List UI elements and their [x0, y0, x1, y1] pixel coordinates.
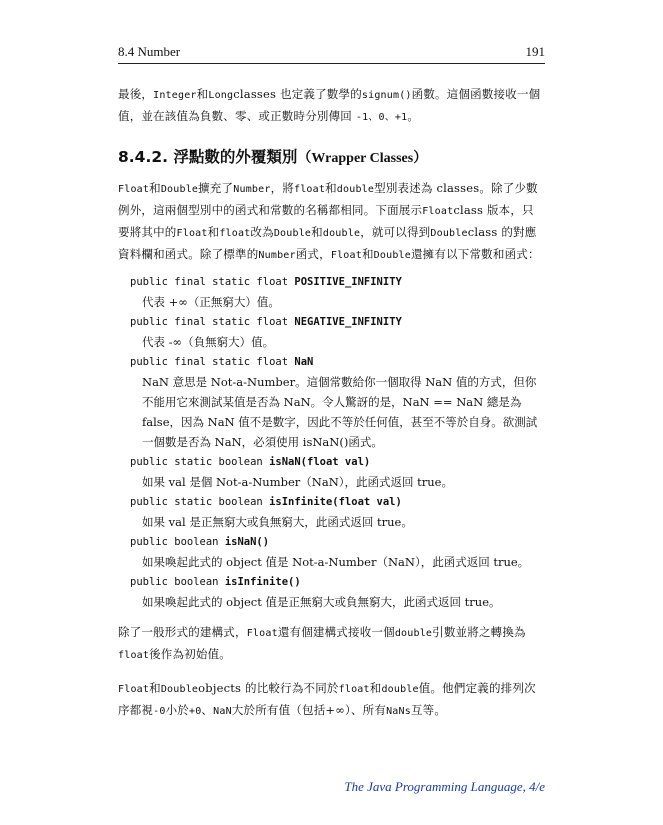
- code-term: Number: [233, 184, 271, 195]
- member-description: 如果 val 是個 Not-a-Number（NaN），此函式返回 true。: [142, 475, 453, 489]
- header-rule: [118, 63, 545, 64]
- signature-name: NaN: [294, 356, 314, 368]
- code-term: float: [219, 228, 251, 239]
- float-double-paragraph: [118, 178, 545, 266]
- code-term: Float: [118, 184, 150, 195]
- member-description: 代表 -∞（負無窮大）值。: [142, 335, 275, 349]
- code-term: double: [322, 228, 361, 239]
- code-term: Float: [330, 250, 362, 261]
- intro-paragraph: [118, 84, 545, 128]
- code-term: double: [336, 184, 375, 195]
- code-term: Double: [273, 228, 312, 239]
- text: 和: [361, 247, 374, 261]
- member-description: 如果喚起此式的 object 值是正無窮大或負無窮大，此函式返回 true。: [142, 595, 501, 609]
- text: objects 的比較行為不同於: [198, 681, 339, 695]
- signature-modifiers: public final static float: [130, 356, 295, 368]
- signature-name: isNaN(float val): [269, 456, 371, 468]
- text: 和: [207, 225, 220, 239]
- member-entry: [118, 452, 545, 492]
- text: 、: [201, 703, 214, 717]
- text: ，就可以得到: [360, 225, 431, 239]
- member-description: 代表 +∞（正無窮大）值。: [142, 295, 280, 309]
- text: 和: [311, 225, 323, 239]
- member-entry: [118, 272, 545, 312]
- member-entry: [118, 532, 545, 572]
- code-term: -0: [153, 706, 166, 717]
- member-signature: [118, 272, 545, 292]
- text: classes 也定義了數學的: [233, 87, 362, 101]
- code-term: Double: [160, 184, 199, 195]
- constructor-paragraph: [118, 622, 545, 666]
- code-term: signum(): [361, 90, 412, 101]
- member-entry: [118, 572, 545, 612]
- signature-modifiers: public final static float: [130, 276, 295, 288]
- member-signature: [118, 352, 545, 372]
- signature-modifiers: public boolean: [130, 536, 225, 548]
- member-description: NaN 意思是 Not-a-Number。這個常數給你一個取得 NaN 值的方式，但你不能用它來測試某值是否為 NaN。令人驚訝的是，NaN == NaN 總是為 false，因為 NaN 值不是數字，因此不等於任何值，甚至不等於自身。欲測試一個數是否為 NaN，必須使用 isNaN()函式。: [142, 375, 538, 449]
- text: 改為: [250, 225, 274, 239]
- signature-name: POSITIVE_INFINITY: [294, 276, 402, 288]
- code-term: Float: [422, 206, 454, 217]
- text: 和: [369, 681, 382, 695]
- page-body: [118, 84, 545, 722]
- code-term: float: [293, 184, 326, 195]
- code-term: Double: [373, 250, 411, 261]
- signature-name: isInfinite(float val): [269, 496, 402, 508]
- text: 和: [325, 181, 337, 195]
- text: class 版本，只要將其中的: [118, 203, 534, 239]
- code-term: NaN: [213, 706, 232, 717]
- header-page-number: 191: [525, 44, 545, 59]
- code-term: float: [338, 684, 370, 695]
- text: 後作為初始值。: [149, 647, 232, 661]
- comparison-paragraph: [118, 678, 545, 722]
- section-heading-title: 8.4.2. 浮點數的外覆類別: [118, 148, 298, 166]
- text: 除了一般形式的建構式，: [118, 625, 247, 639]
- text: 和: [196, 87, 209, 101]
- section-heading: [118, 146, 545, 170]
- member-entry: [118, 352, 545, 452]
- text: 互等。: [410, 703, 447, 717]
- member-signature: [118, 452, 545, 472]
- code-term: double: [381, 684, 419, 695]
- member-description: 如果 val 是正無窮大或負無窮大，此函式返回 true。: [142, 515, 413, 529]
- code-term: double: [394, 628, 433, 639]
- text: class 的對應資料欄和函式。除了標準的: [118, 225, 537, 261]
- text: 值。他們定義的排列次序都視: [118, 681, 536, 717]
- code-term: -1、0、+1: [355, 112, 408, 123]
- signature-name: isInfinite(): [224, 576, 301, 588]
- member-signature: [118, 572, 545, 592]
- text: 還有個建構式接收一個: [277, 625, 395, 639]
- signature-modifiers: public boolean: [130, 576, 225, 588]
- signature-name: NEGATIVE_INFINITY: [294, 316, 402, 328]
- member-entry: [118, 492, 545, 532]
- member-signature: [118, 532, 545, 552]
- text: 大於所有值（包括+∞）、所有: [231, 703, 387, 717]
- text: 還擁有以下常數和函式：: [410, 247, 540, 261]
- text: 。: [407, 109, 420, 123]
- text: 函式，: [295, 247, 331, 261]
- code-term: +0: [188, 706, 202, 717]
- member-list: [118, 272, 545, 612]
- signature-modifiers: public static boolean: [130, 456, 270, 468]
- code-term: float: [118, 650, 150, 661]
- code-term: Float: [246, 628, 278, 639]
- code-term: Double: [430, 228, 468, 239]
- member-signature: [118, 312, 545, 332]
- code-term: Double: [160, 684, 199, 695]
- text: 小於: [165, 703, 189, 717]
- signature-name: isNaN(): [224, 536, 270, 548]
- text: 引數並將之轉換為: [432, 625, 526, 639]
- footer-book-title: The Java Programming Language, 4/e: [344, 779, 545, 794]
- text: 函數。這個函數接收一個值，並在該值為負數、零、或正數時分別傳回: [118, 87, 541, 123]
- code-term: Float: [176, 228, 208, 239]
- code-term: NaNs: [386, 706, 411, 717]
- signature-modifiers: public final static float: [130, 316, 295, 328]
- code-term: Number: [258, 250, 296, 261]
- text: 擴充了: [198, 181, 234, 195]
- section-heading-english: （Wrapper Classes）: [297, 151, 428, 166]
- signature-modifiers: public static boolean: [130, 496, 270, 508]
- text: 最後，: [118, 87, 154, 101]
- text: 和: [149, 181, 161, 195]
- text: 型別表述為 classes。除了少數例外，這兩個型別中的函式和常數的名稱都相同。下面展示: [118, 181, 538, 217]
- running-header: [118, 44, 545, 60]
- text: ，將: [270, 181, 294, 195]
- text: 和: [149, 681, 161, 695]
- code-term: Integer: [153, 90, 197, 101]
- code-term: Long: [208, 90, 234, 101]
- member-description: 如果喚起此式的 object 值是 Not-a-Number（NaN），此函式返回 true。: [142, 555, 530, 569]
- member-signature: [118, 492, 545, 512]
- member-entry: [118, 312, 545, 352]
- header-section-title: 8.4 Number: [118, 44, 181, 59]
- code-term: Float: [118, 684, 150, 695]
